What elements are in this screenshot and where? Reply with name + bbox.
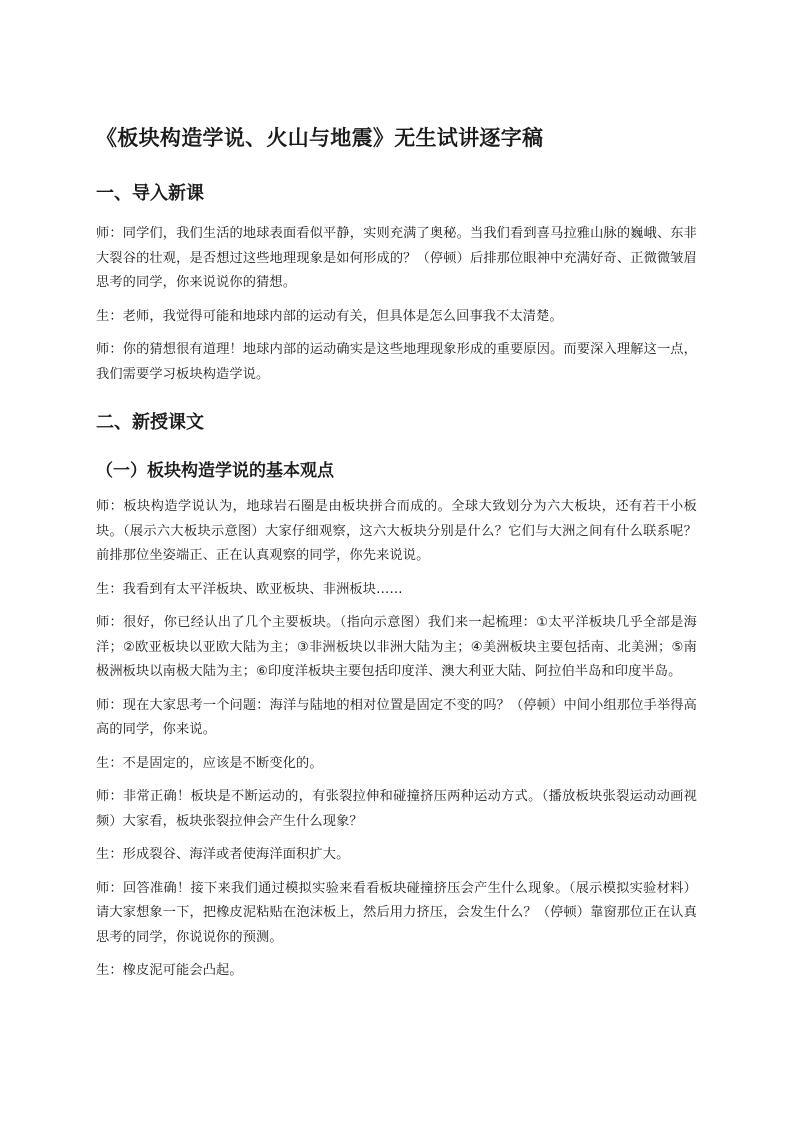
paragraph: 师：非常正确！板块是不断运动的，有张裂拉伸和碰撞挤压两种运动方式。（播放板块张裂运动动画视频）大家看，板块张裂拉伸会产生什么现象？ [96,789,697,829]
paragraph: 生：橡皮泥可能会凸起。 [96,963,243,978]
paragraph: 生：老师，我觉得可能和地球内部的运动有关，但具体是怎么回事我不太清楚。 [96,308,563,324]
paragraph: 师：很好，你已经认出了几个主要板块。（指向示意图）我们来一起梳理：①太平洋板块几乎全部是海洋；②欧亚板块以亚欧大陆为主；③非洲板块以非洲大陆为主；④美洲板块主要包括南、北美洲；⑤南极洲板块以南极大陆为主；⑥印度洋板块主要包括印度洋、澳大利亚大陆、阿拉伯半岛和印度半岛。 [96,615,697,679]
section-new-lesson [96,409,697,984]
section-heading-new-lesson: 二、新授课文 [96,412,204,433]
paragraph: 生：形成裂谷、海洋或者使海洋面积扩大。 [96,847,350,862]
paragraph: 师：回答准确！接下来我们通过模拟实验来看看板块碰撞挤压会产生什么现象。（展示模拟实验材料）请大家想象一下，把橡皮泥粘贴在泡沫板上，然后用力挤压，会发生什么？（停顿）靠窗那位正在认真思考的同学，你说说你的预测。 [96,880,697,945]
paragraph: 生：不是固定的，应该是不断变化的。 [96,755,323,771]
subsection-heading: （一）板块构造学说的基本观点 [96,461,334,481]
paragraph: 师：同学们，我们生活的地球表面看似平静，实则充满了奥秘。当我们看到喜马拉雅山脉的巍峨、东非大裂谷的壮观，是否想过这些地理现象是如何形成的？（停顿）后排那位眼神中充满好奇、正微微皱眉思考的同学，你来说说你的猜想。 [96,226,697,290]
section-intro [96,180,697,387]
document-title: 《板块构造学说、火山与地震》无生试讲逐字稿 [96,126,544,150]
paragraph: 师：你的猜想很有道理！地球内部的运动确实是这些地理现象形成的重要原因。而要深入理解这一点，我们需要学习板块构造学说。 [96,342,697,382]
paragraph: 师：现在大家思考一个问题：海洋与陆地的相对位置是固定不变的吗？（停顿）中间小组那位手举得高高的同学，你来说。 [96,697,697,737]
paragraph: 师：板块构造学说认为，地球岩石圈是由板块拼合而成的。全球大致划分为六大板块，还有若干小板块。（展示六大板块示意图）大家仔细观察，这六大板块分别是什么？它们与大洲之间有什么联系呢？前排那位坐姿端正、正在认真观察的同学，你先来说说。 [96,499,697,563]
section-heading-intro: 一、导入新课 [96,183,204,204]
paragraph: 生：我看到有太平洋板块、欧亚板块、非洲板块…… [96,581,403,597]
